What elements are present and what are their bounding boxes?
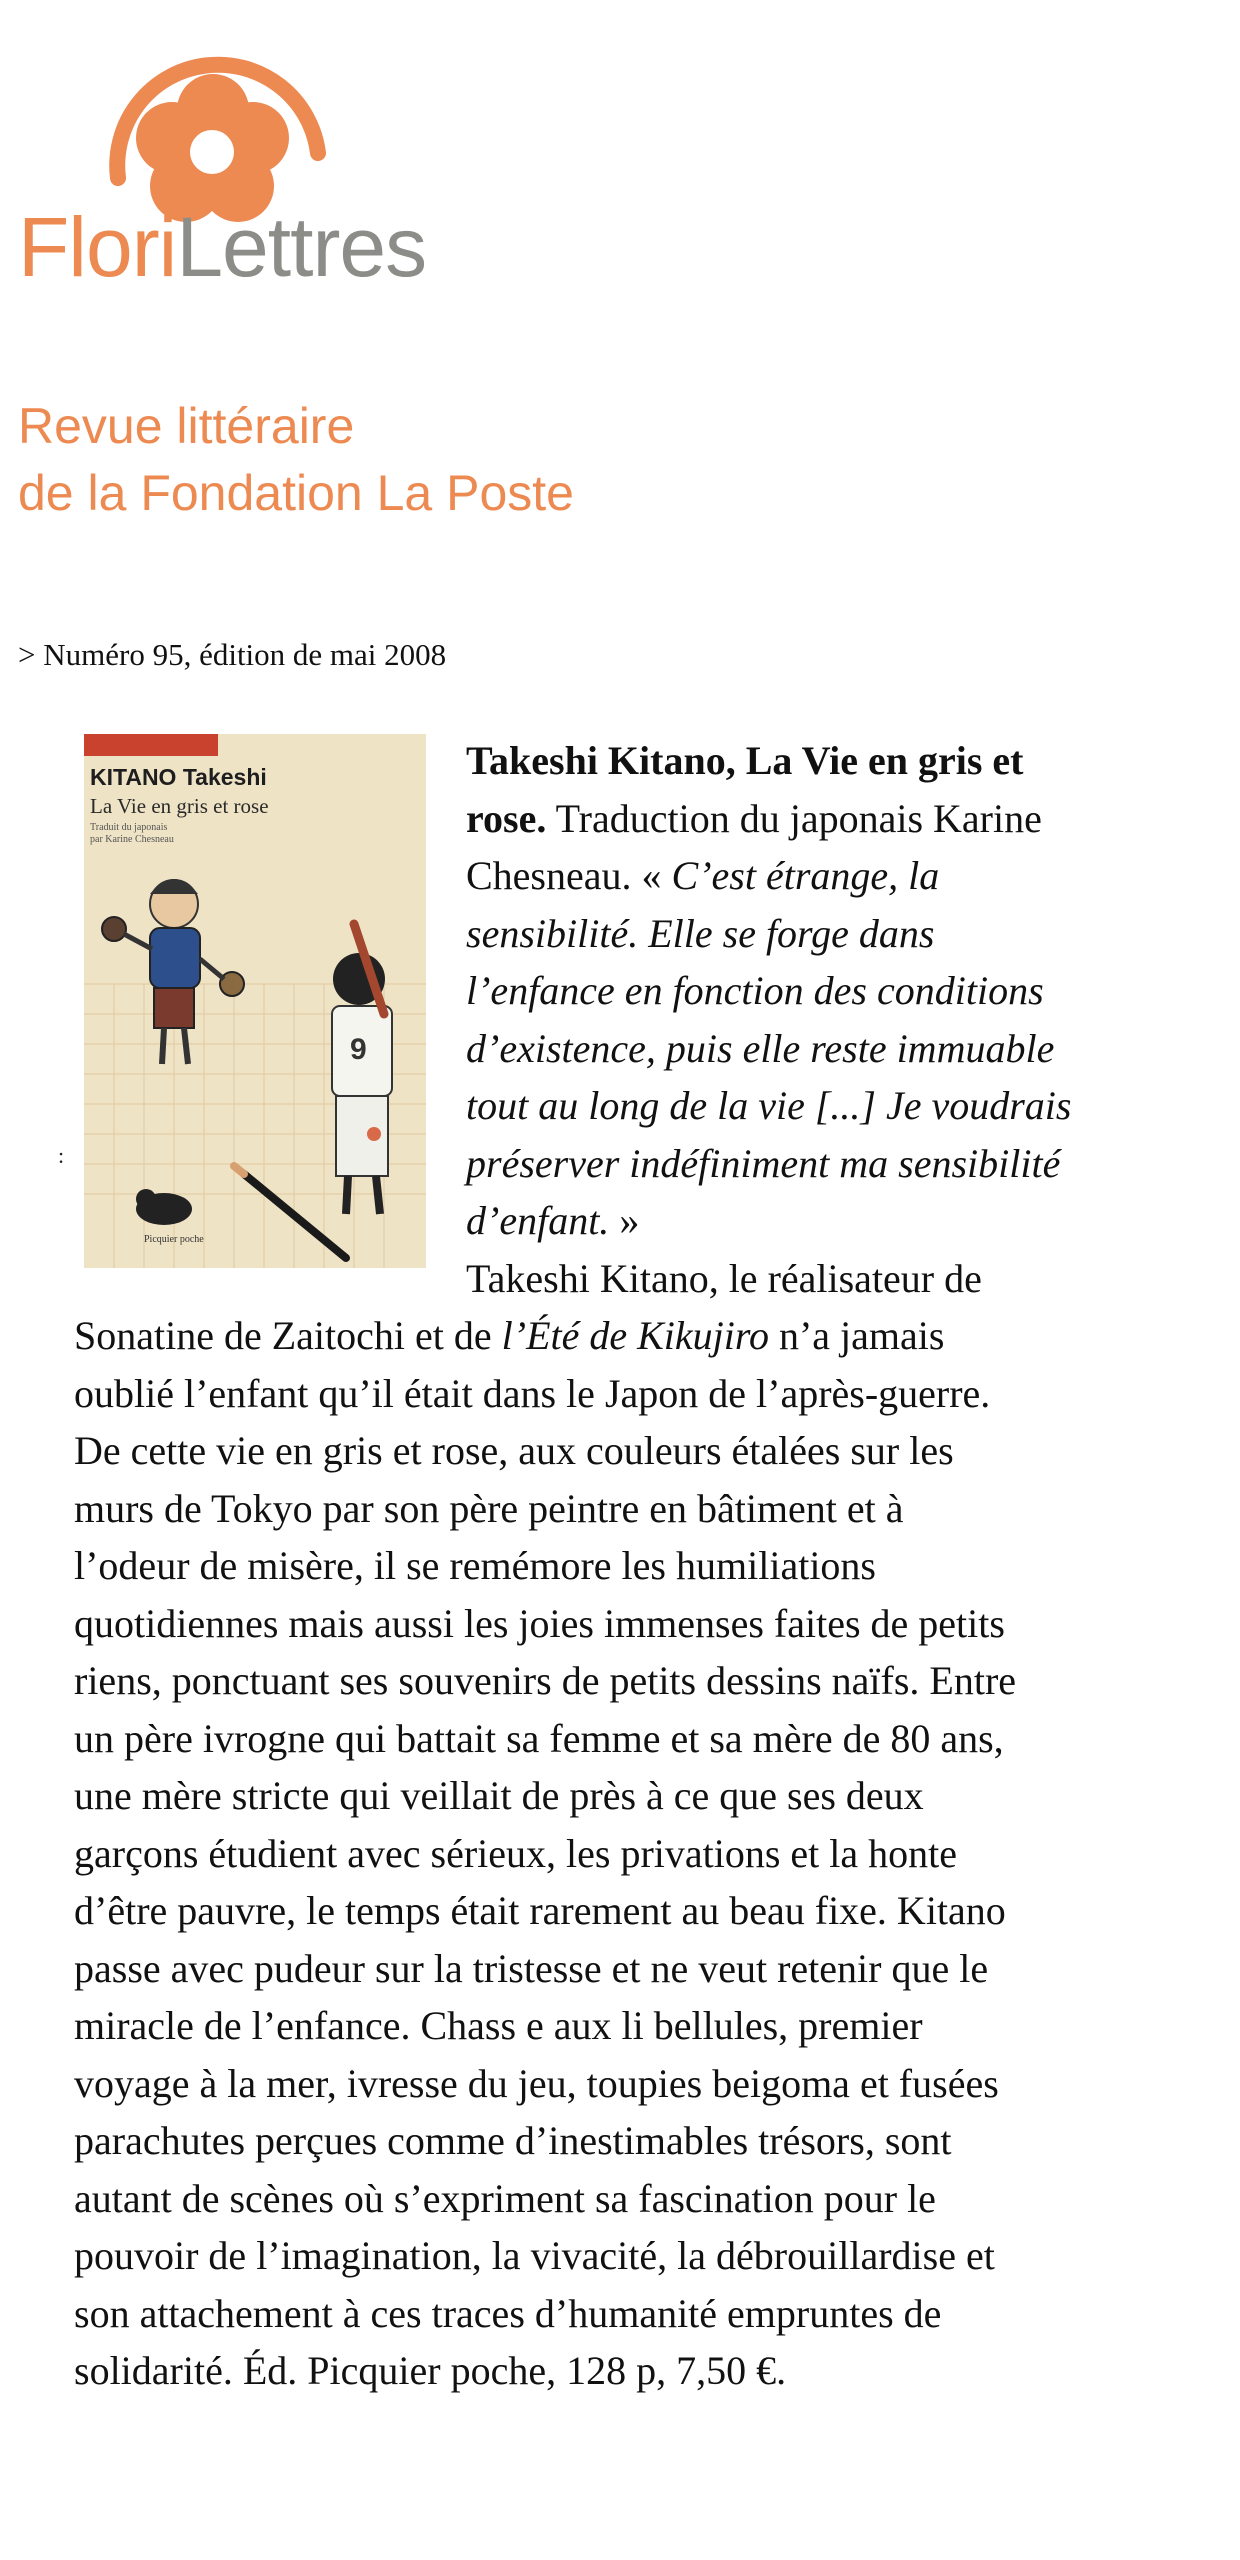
article-text: Traduction du japonais Karine bbox=[546, 795, 1042, 841]
tagline-line-1: Revue littéraire bbox=[18, 398, 355, 454]
article-line bbox=[74, 1940, 1234, 1998]
article-line bbox=[74, 1307, 1234, 1365]
article-text: quotidiennes mais aussi les joies immenses faites de petits bbox=[74, 1600, 1005, 1646]
article-text: d’être pauvre, le temps était rarement au beau fixe. Kitano bbox=[74, 1888, 1006, 1933]
article-text: riens, ponctuant ses souvenirs de petits dessins naïfs. Entre bbox=[74, 1658, 1017, 1703]
article-line bbox=[74, 2112, 1234, 2170]
article-text: miracle de l’enfance. Chass e aux li bellules, premier bbox=[74, 2003, 923, 2048]
article-line bbox=[74, 2285, 1234, 2343]
article-line bbox=[74, 1537, 1234, 1595]
cover-author: KITANO Takeshi bbox=[90, 764, 267, 790]
article-text: Chesneau. « bbox=[466, 853, 672, 898]
article-text: un père ivrogne qui battait sa femme et sa mère de 80 ans, bbox=[74, 1715, 1004, 1761]
article-line bbox=[74, 1710, 1234, 1768]
article-text: n’a jamais bbox=[768, 1313, 945, 1358]
tagline-line-2: de la Fondation La Poste bbox=[18, 465, 574, 521]
article-line bbox=[74, 1595, 1234, 1653]
article-text: oublié l’enfant qu’il était dans le Japon de l’après-guerre. bbox=[74, 1370, 991, 1416]
article-line bbox=[74, 1652, 1234, 1710]
article-lines-full-width bbox=[74, 1307, 1234, 2400]
article-line bbox=[74, 2170, 1234, 2228]
article-text: l’odeur de misère, il se remémore les humiliations bbox=[74, 1543, 876, 1588]
article-line bbox=[74, 1825, 1234, 1883]
article-text: » bbox=[609, 1198, 640, 1243]
article-line bbox=[74, 1422, 1234, 1480]
article-italic-text: d’existence, puis elle reste immuable bbox=[466, 1025, 1055, 1071]
article-italic-text: sensibilité. Elle se forge dans bbox=[466, 910, 935, 956]
article-text: autant de scènes où s’expriment sa fascination pour le bbox=[74, 2175, 936, 2221]
svg-text:9: 9 bbox=[350, 1033, 367, 1066]
cover-float-space bbox=[74, 732, 466, 1262]
article-text: De cette vie en gris et rose, aux couleurs étalées sur les bbox=[74, 1428, 954, 1473]
article-line bbox=[74, 1882, 1234, 1940]
article-text: pouvoir de l’imagination, la vivacité, la débrouillardise et bbox=[74, 2233, 995, 2278]
article-text: passe avec pudeur sur la tristesse et ne veut retenir que le bbox=[74, 1945, 989, 1991]
site-tagline bbox=[18, 393, 574, 527]
article-text: Sonatine de Zaitochi et de bbox=[74, 1313, 502, 1358]
article-italic-text: C’est étrange, la bbox=[671, 853, 940, 898]
article-text: Takeshi Kitano, le réalisateur de bbox=[466, 1255, 982, 1301]
article-text: voyage à la mer, ivresse du jeu, toupies beigoma et fusées bbox=[74, 2060, 999, 2106]
article-line bbox=[74, 2227, 1234, 2285]
cover-publisher: Picquier poche bbox=[144, 1234, 204, 1245]
article-italic-text: préserver indéfiniment ma sensibilité bbox=[466, 1140, 1061, 1186]
article-italic-text: tout au long de la vie [...] Je voudrais bbox=[466, 1083, 1072, 1128]
issue-info: > Numéro 95, édition de mai 2008 bbox=[18, 637, 447, 672]
article-line bbox=[74, 1480, 1234, 1538]
article-line bbox=[74, 2055, 1234, 2113]
cover-translator-line-1: Traduit du japonais bbox=[90, 822, 168, 833]
logo-text-flori: Flori bbox=[18, 200, 177, 294]
article-text: solidarité. Éd. Picquier poche, 128 p, 7,50 €. bbox=[74, 2348, 787, 2393]
article-italic-text: d’enfant. bbox=[466, 1198, 610, 1243]
article-title-text: rose. bbox=[466, 795, 547, 841]
article-text: garçons étudient avec sérieux, les privations et la honte bbox=[74, 1830, 958, 1876]
article-line bbox=[74, 1997, 1234, 2055]
article-text: une mère stricte qui veillait de près à ce que ses deux bbox=[74, 1773, 924, 1818]
article-italic-text: l’enfance en fonction des conditions bbox=[466, 968, 1044, 1013]
stray-colon: : bbox=[58, 1143, 65, 1168]
article-line bbox=[74, 2342, 1234, 2400]
logo-text-lettres: Lettres bbox=[176, 200, 427, 294]
article-italic-text: l’Été de Kikujiro bbox=[501, 1313, 769, 1358]
article-text: son attachement à ces traces d’humanité empruntes de bbox=[74, 2290, 942, 2336]
article-text: murs de Tokyo par son père peintre en bâtiment et à bbox=[74, 1485, 904, 1531]
article-line bbox=[74, 1767, 1234, 1825]
article-body bbox=[74, 732, 1234, 2400]
article-line bbox=[74, 1365, 1234, 1423]
site-logo-wordmark[interactable] bbox=[18, 200, 427, 294]
cover-translator-line-2: par Karine Chesneau bbox=[90, 834, 174, 845]
article-text: parachutes perçues comme d’inestimables trésors, sont bbox=[74, 2118, 952, 2163]
cover-title: La Vie en gris et rose bbox=[90, 794, 269, 818]
article-title-text: Takeshi Kitano, La Vie en gris et bbox=[466, 738, 1024, 783]
